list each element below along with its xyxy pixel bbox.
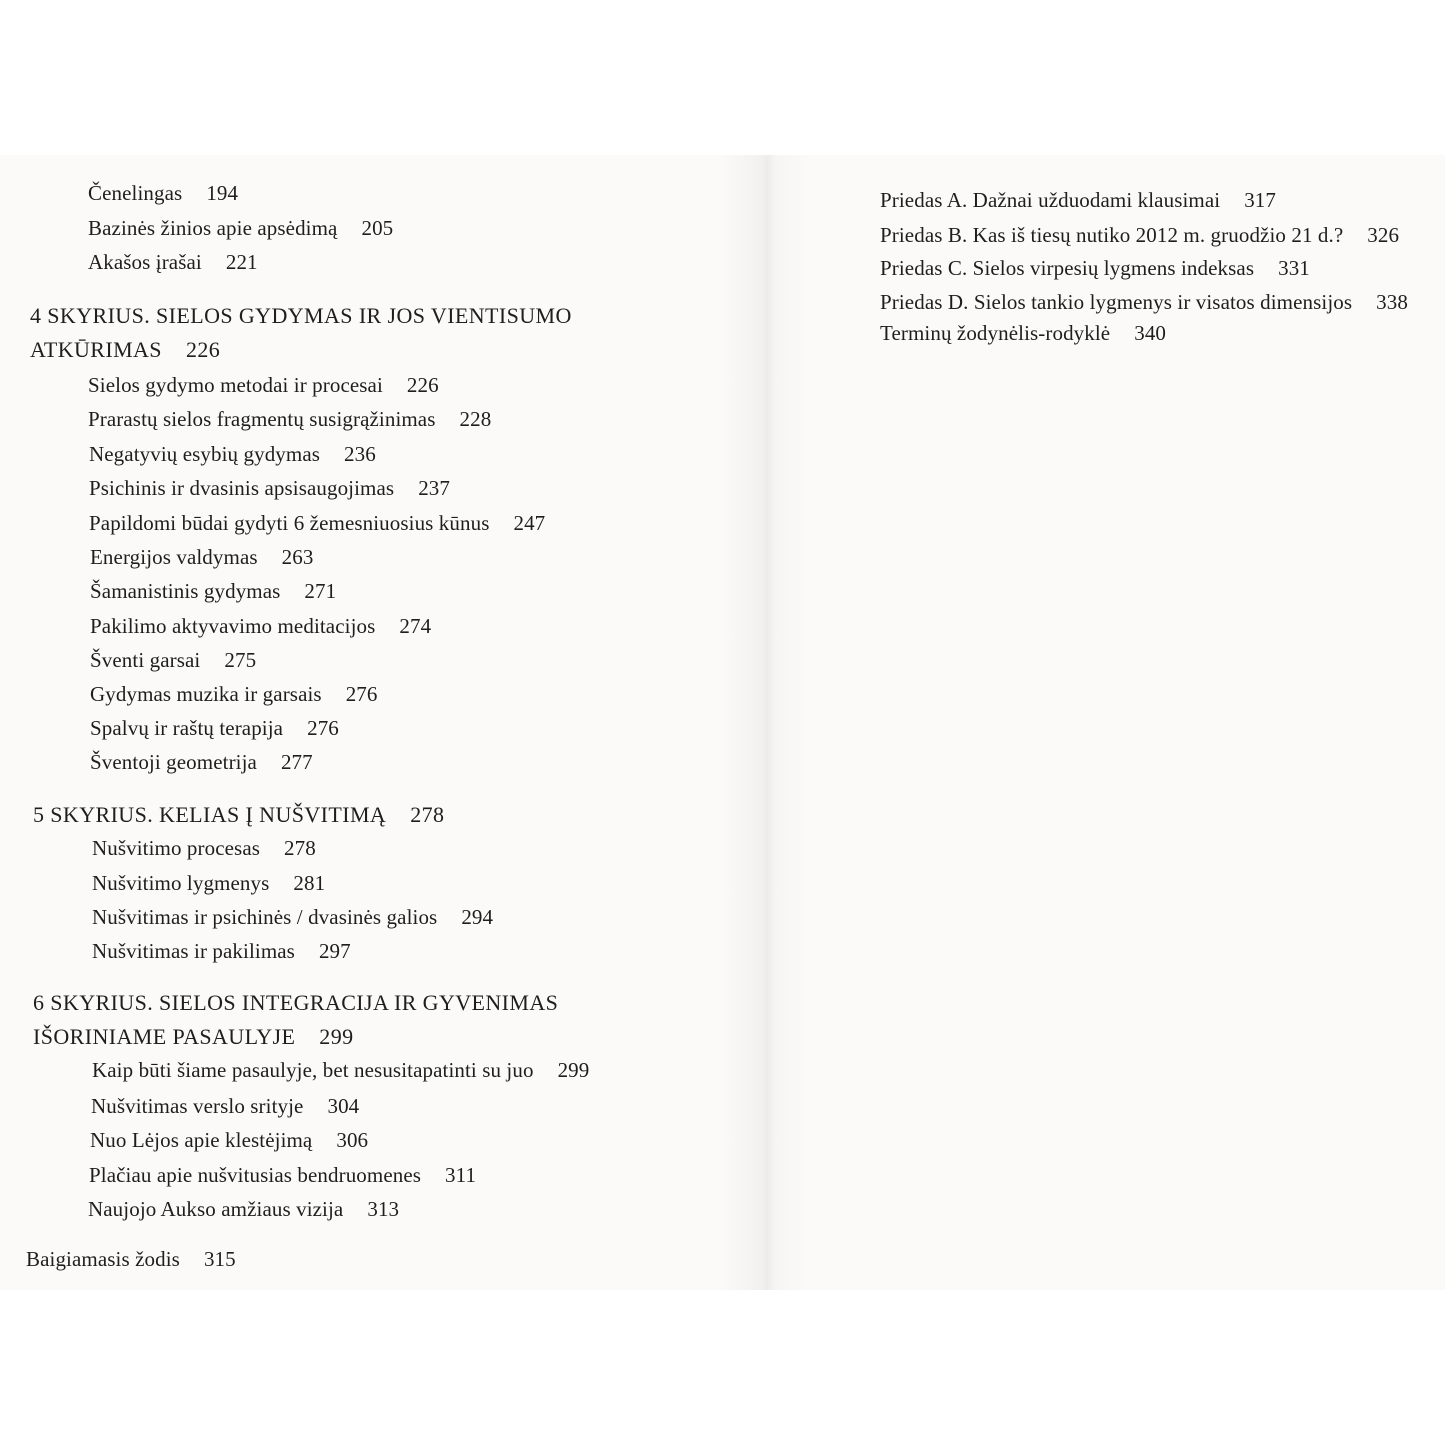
toc-entry — [92, 868, 325, 898]
appendix-entry — [880, 318, 1166, 348]
toc-entry — [91, 1091, 359, 1121]
toc-entry-title: Kaip būti šiame pasaulyje, bet nesusitapatinti su juo — [92, 1058, 534, 1082]
toc-entry-title: Šamanistinis gydymas — [90, 579, 281, 603]
toc-entry-title: Priedas C. Sielos virpesių lygmens indeksas — [880, 256, 1255, 280]
toc-entry-title: Nušvitimo lygmenys — [92, 871, 270, 895]
book-spread — [0, 155, 1445, 1290]
toc-entry-title: Nušvitimas ir psichinės / dvasinės galios — [92, 905, 438, 929]
toc-entry — [92, 902, 493, 932]
appendix-entry — [880, 220, 1399, 250]
chapter-title: IŠORINIAME PASAULYJE — [33, 1024, 296, 1049]
toc-entry-title: Gydymas muzika ir garsais — [90, 682, 322, 706]
toc-entry-page: 304 — [327, 1094, 360, 1118]
toc-entry-title: Negatyvių esybių gydymas — [89, 442, 321, 466]
toc-entry-page: 276 — [345, 682, 378, 706]
toc-entry-title: Pakilimo aktyvavimo meditacijos — [90, 614, 376, 638]
toc-entry-title: Naujojo Aukso amžiaus vizija — [88, 1197, 344, 1221]
toc-entry-title: Prarastų sielos fragmentų susigrąžinimas — [88, 407, 436, 431]
toc-entry-page: 274 — [399, 614, 432, 638]
toc-entry-page: 226 — [406, 373, 439, 397]
toc-entry-page: 313 — [367, 1197, 400, 1221]
chapter-heading — [33, 800, 444, 830]
toc-entry — [90, 611, 431, 641]
toc-entry-page: 331 — [1278, 256, 1310, 280]
toc-entry — [92, 833, 316, 863]
toc-entry — [90, 645, 256, 675]
toc-entry — [88, 178, 238, 208]
toc-entry-title: Nušvitimas ir pakilimas — [92, 939, 295, 963]
chapter-heading — [30, 335, 220, 365]
left-page — [0, 155, 760, 1290]
toc-entry-title: Šventoji geometrija — [90, 750, 257, 774]
toc-entry-page: 326 — [1367, 223, 1400, 247]
toc-entry-page: 306 — [336, 1128, 369, 1152]
toc-entry-title: Papildomi būdai gydyti 6 žemesniuosius kūnus — [89, 511, 490, 535]
chapter-page: 278 — [410, 802, 445, 827]
toc-entry — [89, 1160, 476, 1190]
toc-entry — [90, 542, 313, 572]
toc-entry-title: Nuo Lėjos apie klestėjimą — [90, 1128, 313, 1152]
chapter-page: 299 — [319, 1024, 354, 1049]
toc-entry-page: 340 — [1134, 321, 1167, 345]
toc-entry-page: 294 — [461, 905, 494, 929]
appendix-entry — [880, 287, 1408, 317]
toc-entry-title: Bazinės žinios apie apsėdimą — [88, 216, 338, 240]
toc-entry — [88, 404, 491, 434]
chapter-heading — [30, 301, 572, 331]
toc-entry — [26, 1244, 236, 1274]
toc-entry — [92, 936, 351, 966]
appendix-entry — [880, 185, 1276, 215]
toc-entry — [89, 473, 450, 503]
toc-entry — [92, 1055, 589, 1085]
toc-entry — [89, 508, 545, 538]
toc-entry — [90, 1125, 368, 1155]
toc-entry-title: Spalvų ir raštų terapija — [90, 716, 284, 740]
toc-entry-title: Sielos gydymo metodai ir procesai — [88, 373, 383, 397]
toc-entry-title: Baigiamasis žodis — [26, 1247, 180, 1271]
toc-entry-page: 315 — [203, 1247, 236, 1271]
toc-entry-page: 205 — [361, 216, 394, 240]
chapter-heading — [33, 1022, 354, 1052]
toc-entry-page: 278 — [284, 836, 316, 860]
toc-entry-title: Šventi garsai — [90, 648, 201, 672]
toc-entry — [90, 576, 336, 606]
toc-entry — [88, 213, 393, 243]
toc-entry-page: 297 — [318, 939, 351, 963]
toc-entry-title: Nušvitimas verslo srityje — [91, 1094, 304, 1118]
toc-entry-title: Terminų žodynėlis-rodyklė — [880, 321, 1111, 345]
toc-entry-page: 236 — [344, 442, 376, 466]
toc-entry-title: Akašos įrašai — [88, 250, 202, 274]
toc-entry-title: Priedas D. Sielos tankio lygmenys ir visatos dimensijos — [880, 290, 1353, 314]
toc-entry-page: 281 — [293, 871, 326, 895]
toc-entry-page: 299 — [557, 1058, 590, 1082]
toc-entry-title: Čenelingas — [88, 181, 183, 205]
chapter-title: 5 SKYRIUS. KELIAS Į NUŠVITIMĄ — [33, 802, 387, 827]
toc-entry — [88, 247, 258, 277]
toc-entry-page: 237 — [418, 476, 450, 500]
toc-entry-page: 221 — [225, 250, 258, 274]
chapter-title: 6 SKYRIUS. SIELOS INTEGRACIJA IR GYVENIMAS — [33, 990, 559, 1015]
toc-entry-title: Priedas A. Dažnai užduodami klausimai — [880, 188, 1221, 212]
toc-entry-title: Energijos valdymas — [90, 545, 258, 569]
toc-entry-page: 277 — [280, 750, 313, 774]
toc-entry — [90, 713, 339, 743]
right-page — [760, 155, 1445, 1290]
chapter-title: 4 SKYRIUS. SIELOS GYDYMAS IR JOS VIENTISUMO — [30, 303, 572, 328]
toc-entry — [90, 747, 313, 777]
toc-entry-title: Priedas B. Kas iš tiesų nutiko 2012 m. gruodžio 21 d.? — [880, 223, 1344, 247]
toc-entry-page: 194 — [206, 181, 239, 205]
toc-entry-page: 275 — [224, 648, 257, 672]
toc-entry — [89, 439, 376, 469]
toc-entry-page: 263 — [281, 545, 314, 569]
toc-entry-page: 338 — [1376, 290, 1408, 314]
toc-entry-page: 228 — [459, 407, 492, 431]
chapter-title: ATKŪRIMAS — [30, 337, 162, 362]
toc-entry — [88, 1194, 399, 1224]
toc-entry-title: Psichinis ir dvasinis apsisaugojimas — [89, 476, 395, 500]
toc-entry-page: 317 — [1244, 188, 1277, 212]
toc-entry-title: Nušvitimo procesas — [92, 836, 261, 860]
toc-entry — [88, 370, 439, 400]
toc-entry — [90, 679, 378, 709]
chapter-page: 226 — [185, 337, 221, 362]
chapter-heading — [33, 988, 558, 1018]
appendix-entry — [880, 253, 1310, 283]
toc-entry-page: 311 — [445, 1163, 477, 1187]
toc-entry-page: 247 — [513, 511, 546, 535]
toc-entry-page: 276 — [307, 716, 339, 740]
toc-entry-page: 271 — [304, 579, 337, 603]
toc-entry-title: Plačiau apie nušvitusias bendruomenes — [89, 1163, 422, 1187]
